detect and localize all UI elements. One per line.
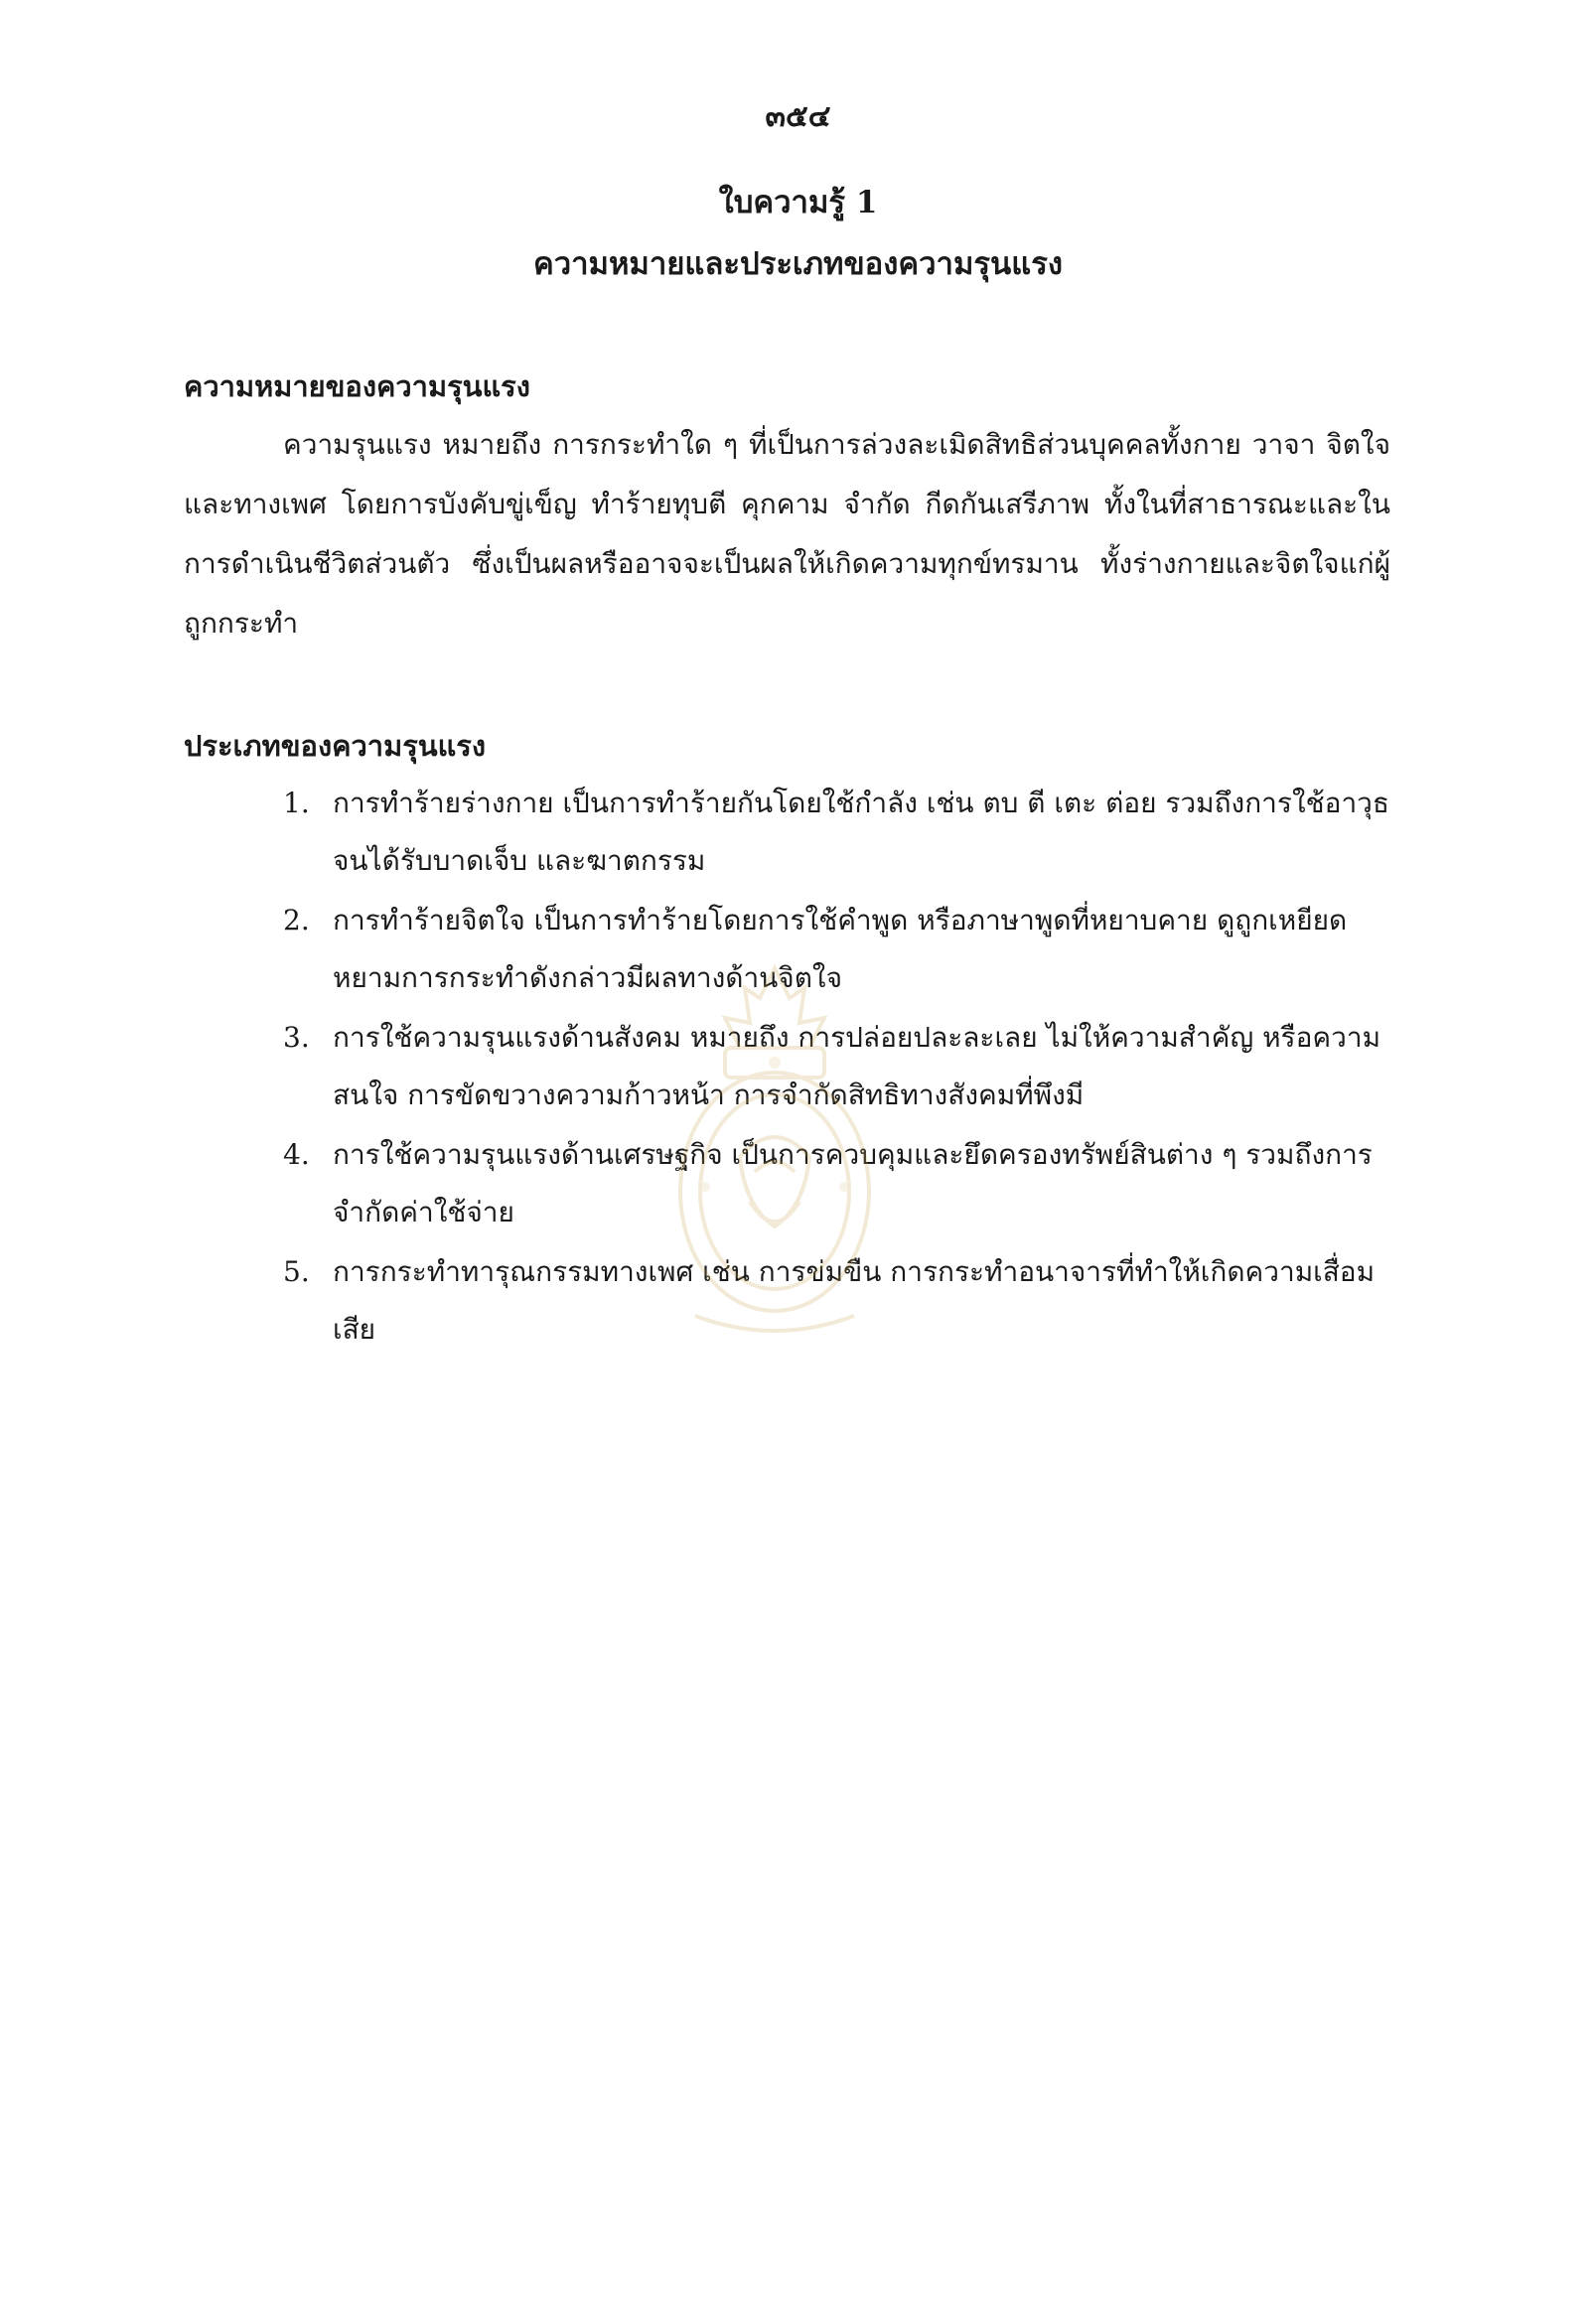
page-subtitle: ความหมายและประเภทของความรุนแรง bbox=[532, 246, 1064, 282]
list-item-number: 5. bbox=[283, 1255, 310, 1288]
definition-paragraph: ความรุนแรง หมายถึง การกระทำใด ๆ ที่เป็นการล่วงละเมิดสิทธิส่วนบุคคลทั้งกาย วาจา จิตใจและทางเพศ โดยการบังคับขู่เข็ญ ทำร้ายทุบตี คุกคาม จำกัด กีดกันเสรีภาพ ทั้งในที่สาธารณะและในการดำเนินชีวิตส่วนตัว ซึ่งเป็นผลหรืออาจจะเป็นผลให้เกิดความทุกข์ทรมาน ทั้งร่างกายและจิตใจแก่ผู้ถูกกระทำ bbox=[184, 428, 1390, 640]
definition-heading: ความหมายของความรุนแรง bbox=[184, 369, 530, 403]
list-item bbox=[283, 892, 1415, 1007]
list-item-text: การทำร้ายจิตใจ เป็นการทำร้ายโดยการใช้คำพูด หรือภาษาพูดที่หยาบคาย ดูถูกเหยียดหยามการกระทำดังกล่าวมีผลทางด้านจิตใจ bbox=[333, 904, 1348, 994]
list-item bbox=[283, 1243, 1415, 1359]
list-item-text: การทำร้ายร่างกาย เป็นการทำร้ายกันโดยใช้กำลัง เช่น ตบ ตี เตะ ต่อย รวมถึงการใช้อาวุธจนได้รับบาดเจ็บ และฆาตกรรม bbox=[333, 787, 1389, 877]
list-item-number: 3. bbox=[283, 1021, 310, 1054]
list-item bbox=[283, 1126, 1415, 1241]
list-item-number: 4. bbox=[283, 1138, 310, 1171]
types-heading: ประเภทของความรุนแรง bbox=[184, 729, 487, 763]
list-item-text: การกระทำทารุณกรรมทางเพศ เช่น การข่มขืน การกระทำอนาจารที่ทำให้เกิดความเสื่อมเสีย bbox=[333, 1255, 1376, 1346]
types-list bbox=[283, 775, 1415, 1361]
page-title: ใบความรู้ 1 bbox=[718, 185, 878, 220]
list-item-text: การใช้ความรุนแรงด้านเศรษฐกิจ เป็นการควบคุมและยึดครองทรัพย์สินต่าง ๆ รวมถึงการจำกัดค่าใช้จ่าย bbox=[333, 1138, 1373, 1228]
list-item-text: การใช้ความรุนแรงด้านสังคม หมายถึง การปล่อยปละละเลย ไม่ให้ความสำคัญ หรือความสนใจ การขัดขวางความก้าวหน้า การจำกัดสิทธิทางสังคมที่พึงมี bbox=[333, 1021, 1381, 1111]
list-item bbox=[283, 775, 1415, 890]
list-item bbox=[283, 1009, 1415, 1124]
page-number: ๓๕๔ bbox=[765, 99, 831, 134]
list-item-number: 1. bbox=[283, 787, 310, 819]
list-item-number: 2. bbox=[283, 904, 310, 936]
